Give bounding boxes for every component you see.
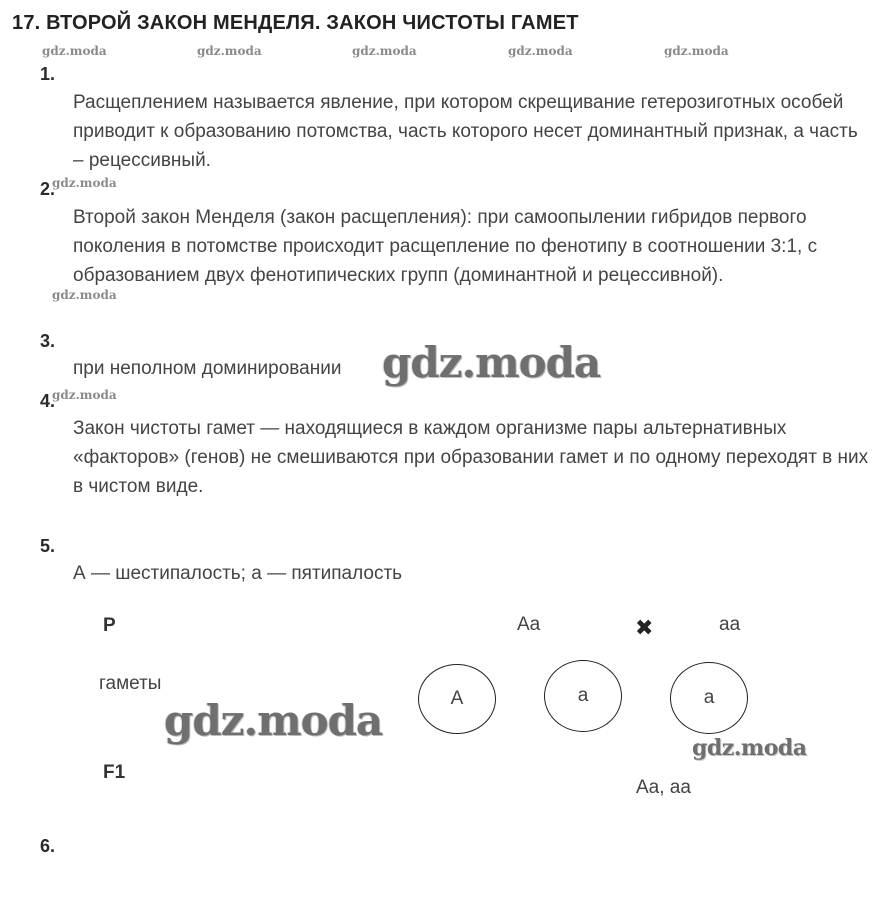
watermark: gdz.moda bbox=[42, 44, 107, 58]
cross-parent1: Aa bbox=[517, 614, 541, 635]
watermark: gdz.moda bbox=[52, 176, 117, 190]
cross-f1-label: F1 bbox=[103, 762, 126, 783]
cross-f1-result: Aa, aa bbox=[636, 777, 691, 798]
item-3-number: 3. bbox=[40, 331, 56, 351]
watermark: gdz.moda bbox=[508, 44, 573, 58]
watermark: gdz.moda bbox=[197, 44, 262, 58]
gamete-label: A bbox=[450, 688, 464, 709]
item-6-number: 6. bbox=[40, 836, 56, 856]
watermark: gdz.moda bbox=[352, 44, 417, 58]
watermark-large: gdz.moda bbox=[164, 696, 383, 745]
cross-parent2: aa bbox=[719, 614, 741, 635]
item-5-text: А — шестипалость; а — пятипалость bbox=[73, 563, 403, 584]
item-5-number: 5. bbox=[40, 536, 56, 556]
gamete-label: a bbox=[703, 687, 715, 708]
item-1-text: Расщеплением называется явление, при котором скрещивание гетерозиготных особей приводит к образованию потомства, часть которого несет доминантный признак, а часть – рецессивный. bbox=[73, 92, 858, 171]
gamete-circle bbox=[670, 662, 748, 734]
item-3-text: при неполном доминировании bbox=[73, 358, 342, 379]
gamete-circle bbox=[418, 664, 496, 734]
watermark: gdz.moda bbox=[52, 388, 117, 402]
item-4-text: Закон чистоты гамет — находящиеся в каждом организме пары альтернативных «факторов» (генов) не смешиваются при образовании гамет и по одному переходят в них в чистом виде. bbox=[73, 418, 869, 497]
watermark: gdz.moda bbox=[52, 288, 117, 302]
watermark-medium: gdz.moda bbox=[692, 735, 807, 761]
gamete-circle bbox=[544, 660, 622, 732]
page-title: 17. ВТОРОЙ ЗАКОН МЕНДЕЛЯ. ЗАКОН ЧИСТОТЫ ГАМЕТ bbox=[12, 12, 579, 34]
item-1-number: 1. bbox=[40, 64, 56, 84]
cross-gametes-label: гаметы bbox=[99, 673, 162, 694]
watermark: gdz.moda bbox=[664, 44, 729, 58]
item-2-text: Второй закон Менделя (закон расщепления): при самоопылении гибридов первого поколения в потомстве происходит расщепление по фенотипу в соотношении 3:1, с образованием двух фенотипических групп (доминантной и рецессивной). bbox=[73, 207, 818, 286]
cross-p-label: P bbox=[103, 615, 116, 636]
item-4-number: 4. bbox=[40, 391, 56, 411]
item-2-number: 2. bbox=[40, 179, 56, 199]
cross-symbol-icon: ✖ bbox=[635, 615, 654, 640]
gamete-label: a bbox=[577, 685, 589, 706]
watermark-large: gdz.moda bbox=[382, 338, 601, 387]
